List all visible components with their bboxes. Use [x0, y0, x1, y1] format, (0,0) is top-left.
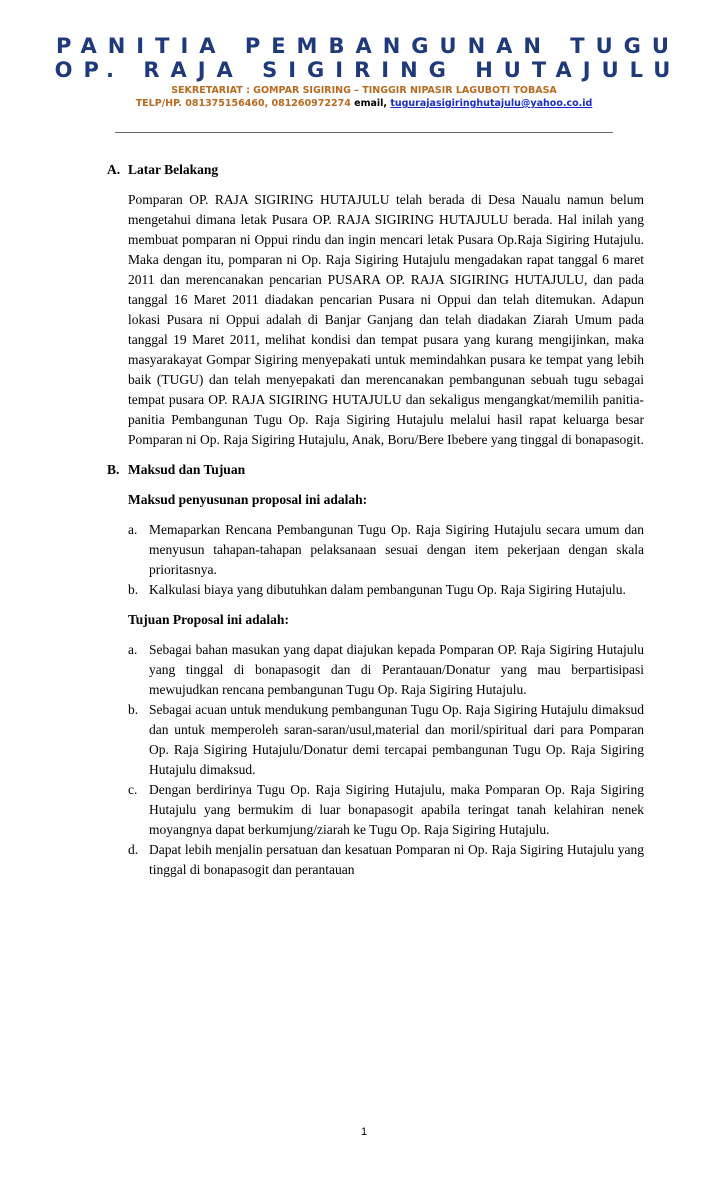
letterhead-phone: TELP/HP. 081375156460, 081260972274: [135, 98, 351, 109]
list-item: [128, 640, 644, 700]
section-a-title: Latar Belakang: [128, 162, 219, 177]
section-a-number: A.: [107, 162, 121, 177]
list-marker: b.: [128, 702, 139, 717]
list-item: [128, 700, 644, 780]
list-marker: a.: [128, 522, 138, 537]
list-item: [128, 580, 644, 600]
document-body: [107, 160, 644, 890]
letterhead: [0, 34, 728, 111]
list-item: [128, 840, 644, 880]
section-b-number: B.: [107, 462, 120, 477]
list-marker: a.: [128, 642, 138, 657]
list-marker: c.: [128, 782, 138, 797]
list-text: Sebagai bahan masukan yang dapat diajukan kepada Pomparan OP. Raja Sigiring Hutajulu yang tinggal di bonapasogit dan di Perantauan/Donatur yang mau berpartisipasi mewujudkan rencana pembangunan Tugu Op. Raja Sigiring Hutajulu.: [149, 642, 644, 697]
tujuan-list: [128, 640, 644, 880]
maksud-heading: Maksud penyusunan proposal ini adalah:: [128, 492, 368, 507]
list-item: [128, 780, 644, 840]
list-text: Kalkulasi biaya yang dibutuhkan dalam pembangunan Tugu Op. Raja Sigiring Hutajulu.: [149, 582, 626, 597]
list-text: Dengan berdirinya Tugu Op. Raja Sigiring Hutajulu, maka Pomparan Op. Raja Sigiring Hutajulu yang bermukim di luar bonapasogit apabila teringat tanah kelahiran nenek moyangnya dapat berkumjung/ziarah ke Tugu Op. Raja Sigiring Hutajulu.: [149, 782, 644, 837]
page-number: 1: [360, 1126, 368, 1138]
letterhead-email-label: email,: [354, 98, 387, 109]
list-text: Dapat lebih menjalin persatuan dan kesatuan Pomparan ni Op. Raja Sigiring Hutajulu yang tinggal di bonapasogit dan perantauan: [149, 842, 644, 877]
section-b-heading: [107, 460, 644, 480]
letterhead-email-link[interactable]: tugurajasigiringhutajulu@yahoo.co.id: [390, 98, 593, 109]
section-a-paragraph: Pomparan OP. RAJA SIGIRING HUTAJULU telah berada di Desa Naualu namun belum mengetahui dimana letak Pusara OP. RAJA SIGIRING HUTAJULU berada. Hal inilah yang membuat pomparan ni Oppui rindu dan ingin mencari letak Pusara Op.Raja Sigiring Hutajulu. Maka dengan itu, pomparan ni Op. Raja Sigiring Hutajulu mengadakan rapat tanggal 6 maret 2011 dan merencanakan pencarian PUSARA OP. RAJA SIGIRING HUTAJULU, dan pada tanggal 16 Maret 2011 diadakan pencarian Pusara ni Oppui dan telah ditemukan. Adapun lokasi Pusara ni Oppui adalah di Banjar Ganjang dan telah diadakan Ziarah Umum pada tanggal 19 Maret 2011, melihat kondisi dan tempat pusara yang kurang mengijinkan, maka masyarakayat Gompar Sigiring menyepakati untuk memindahkan pusara ke tempat yang lebih baik (TUGU) dan telah menyepakati dan merencanakan pembangunan sebuah tugu sebagai tempat pusara OP. RAJA SIGIRING HUTAJULU dan sekaligus mengangkat/memilih panitia- panitia Pembangunan Tugu Op. Raja Sigiring Hutajulu melalui hasil rapat keluarga besar Pomparan ni Op. Raja Sigiring Hutajulu, Anak, Boru/Bere Ibebere yang tinggal di bonapasogit.: [128, 192, 644, 447]
maksud-list: [128, 520, 644, 600]
section-b-title: Maksud dan Tujuan: [128, 462, 246, 477]
list-item: [128, 520, 644, 580]
tujuan-heading: Tujuan Proposal ini adalah:: [128, 612, 289, 627]
header-divider: [115, 132, 613, 133]
section-a-heading: [107, 160, 644, 180]
list-marker: d.: [128, 842, 139, 857]
letterhead-title-line1: PANITIA PEMBANGUNAN TUGU: [56, 34, 680, 58]
letterhead-secretariat: SEKRETARIAT : GOMPAR SIGIRING – TINGGIR NIPASIR LAGUBOTI TOBASA: [171, 85, 557, 96]
letterhead-title-line2: OP. RAJA SIGIRING HUTAJULU: [54, 58, 682, 82]
list-text: Sebagai acuan untuk mendukung pembangunan Tugu Op. Raja Sigiring Hutajulu dimaksud dan untuk memperoleh saran-saran/usul,material dan moril/spiritual dari para Pomparan Op. Raja Sigiring Hutajulu/Donatur demi tercapai pembangunan Tugu Op. Raja Sigiring Hutajulu dimaksud.: [149, 702, 644, 777]
list-text: Memaparkan Rencana Pembangunan Tugu Op. Raja Sigiring Hutajulu secara umum dan menyusun tahapan-tahapan pelaksanaan sesuai dengan item pekerjaan dengan skala prioritasnya.: [149, 522, 644, 577]
list-marker: b.: [128, 582, 139, 597]
letterhead-contact: [0, 97, 728, 111]
